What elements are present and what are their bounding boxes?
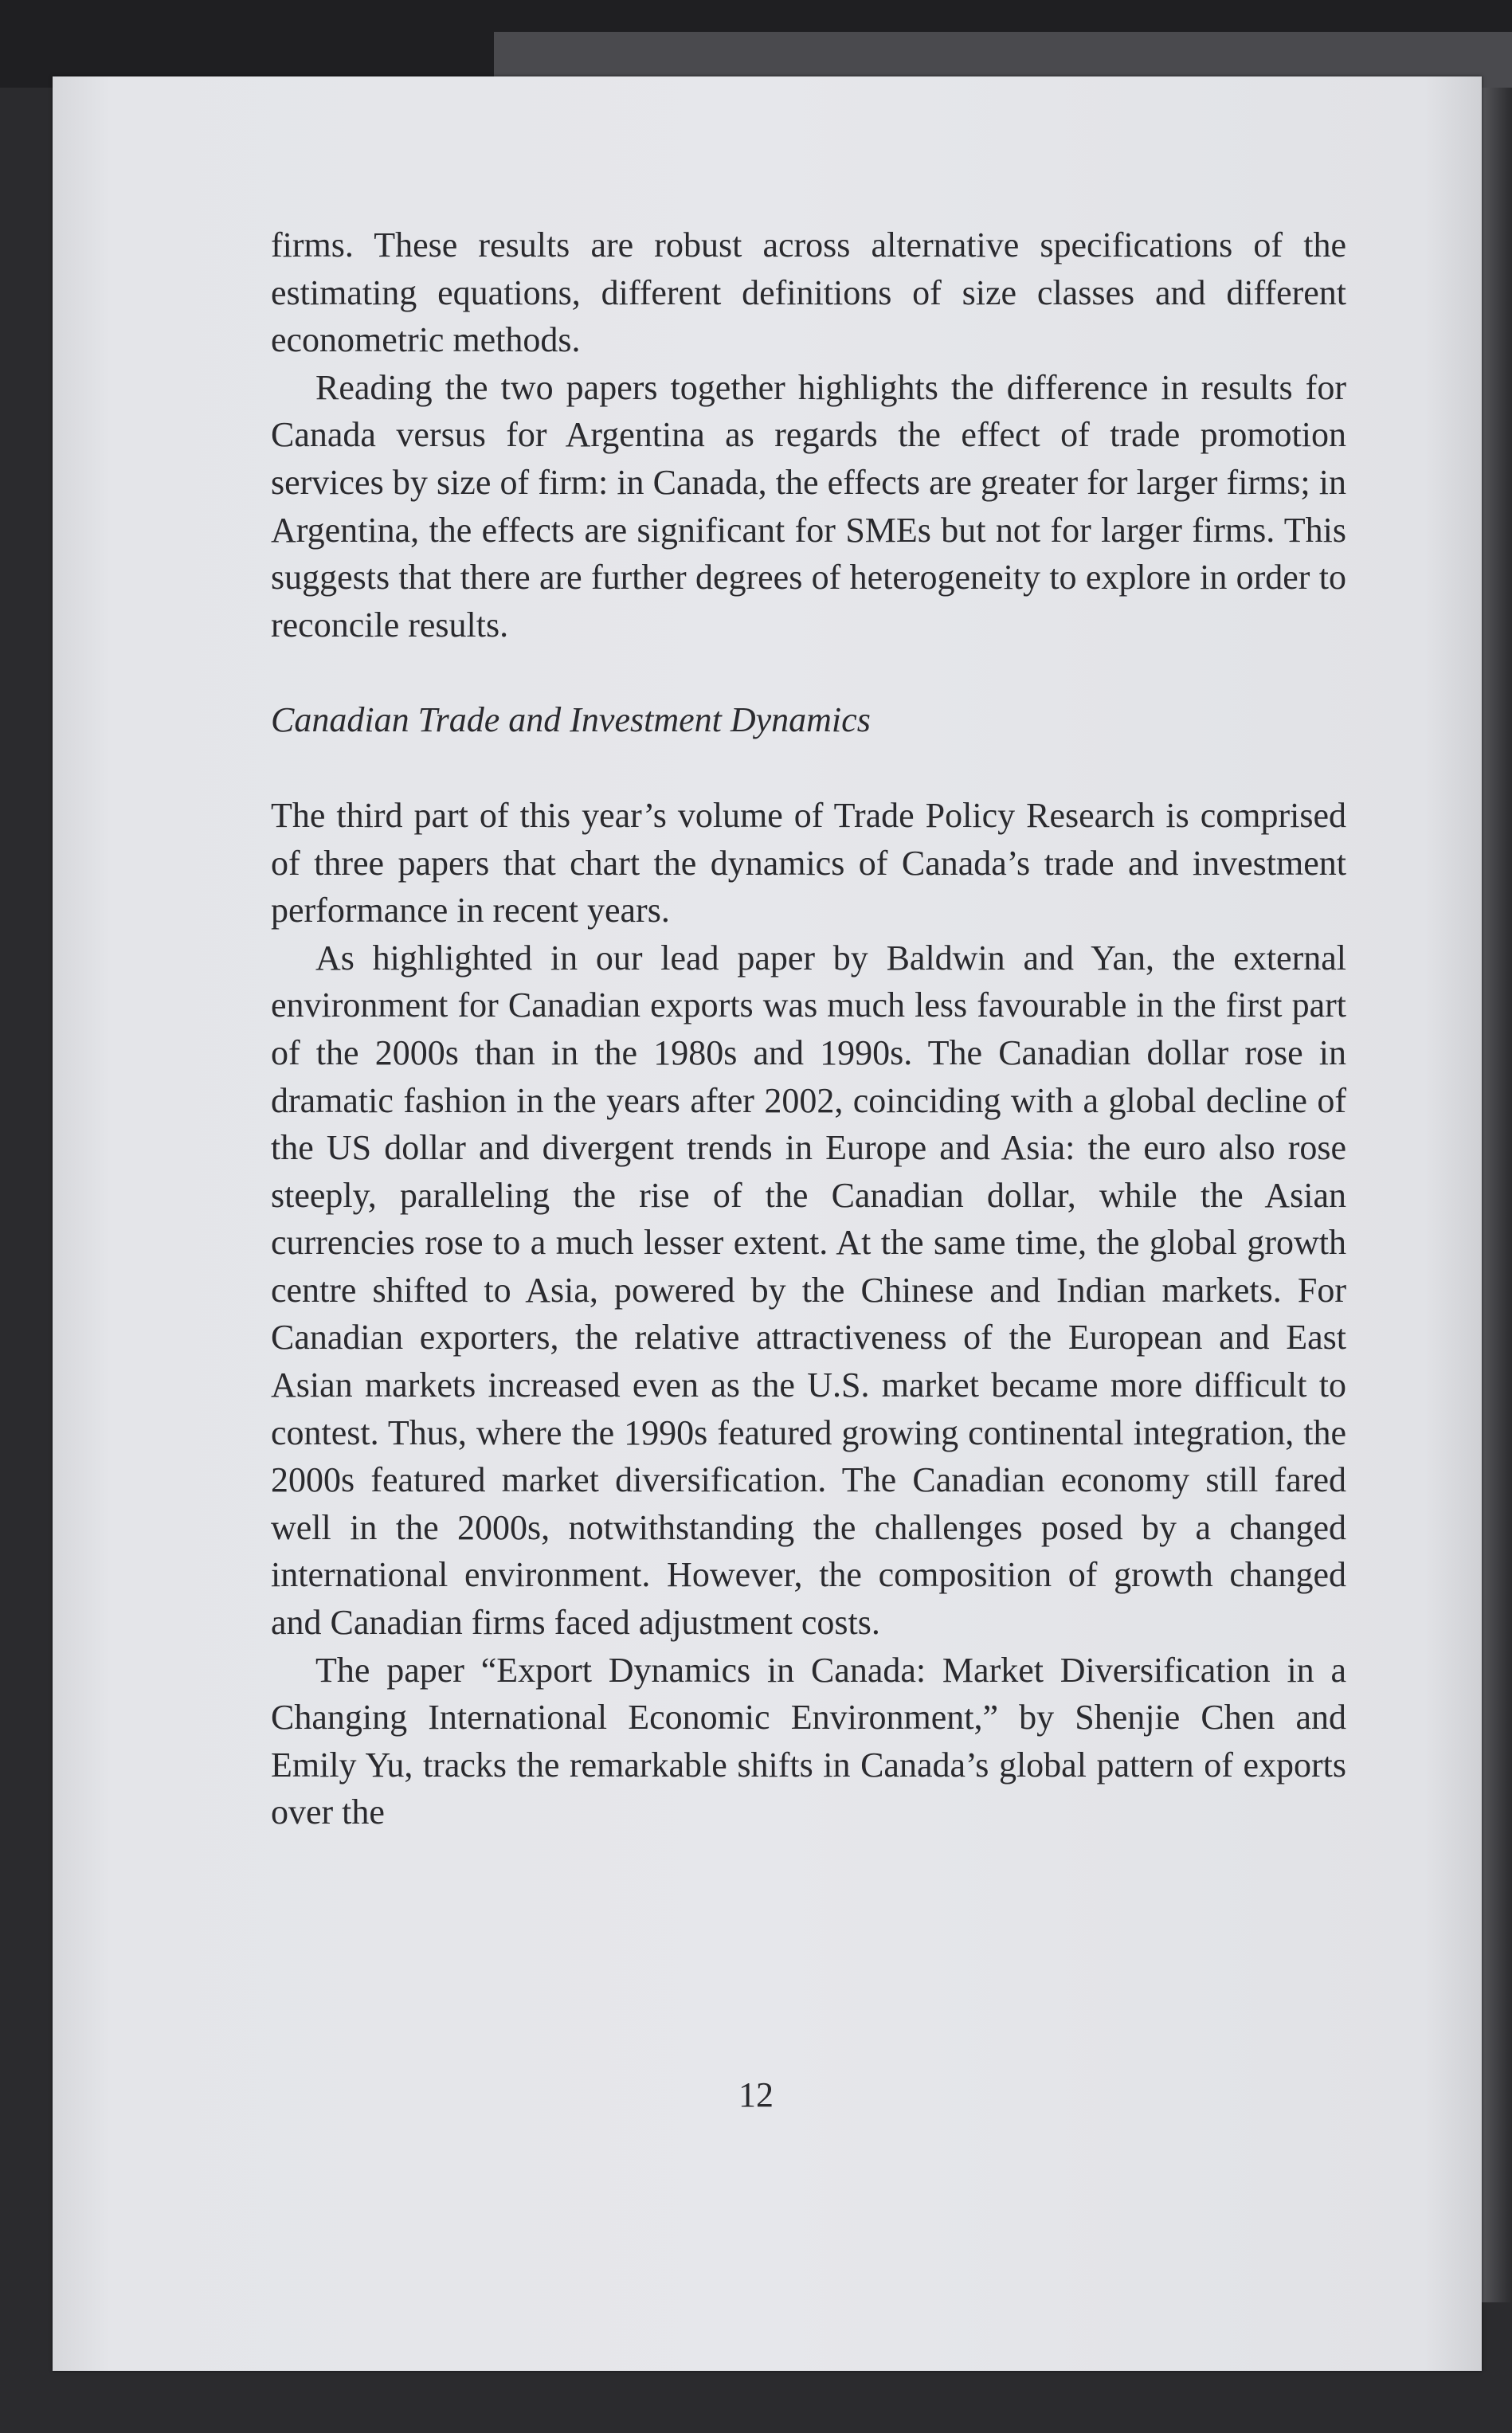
paragraph-2: Reading the two papers together highlights the difference in results for Canada versus for Argentina as regards the effect of trade promotion services by size of firm: in Canada, the effects are greater for larger firms; in Argentina, the effects are significant for SMEs but not for larger firms. This suggests that there are further degrees of heterogeneity to explore in order to reconcile results.: [271, 367, 1346, 644]
page-stack-edge: [1479, 88, 1512, 2302]
section-heading: Canadian Trade and Investment Dynamics: [271, 700, 871, 740]
body-text: [271, 221, 1346, 1836]
paragraph-1: firms. These results are robust across alternative specifications of the estimating equations, different definitions of size classes and different econometric methods.: [271, 225, 1346, 360]
paragraph-3: The third part of this year’s volume of Trade Policy Research is comprised of three papers that chart the dynamics of Canada’s trade and investment performance in recent years.: [271, 795, 1346, 930]
paragraph-4: As highlighted in our lead paper by Baldwin and Yan, the external environment for Canadian exports was much less favourable in the first part of the 2000s than in the 1980s and 1990s. The Canadian dollar rose in dramatic fashion in the years after 2002, coinciding with a global decline of the US dollar and divergent trends in Europe and Asia: the euro also rose steeply, paralleling the rise of the Canadian dollar, while the Asian currencies rose to a much lesser extent. At the same time, the global growth centre shifted to Asia, powered by the Chinese and Indian markets. For Canadian exporters, the relative attractiveness of the European and East Asian markets increased even as the U.S. market became more difficult to contest. Thus, where the 1990s featured growing continental integration, the 2000s featured market diversification. The Canadian economy still fared well in the 2000s, notwithstanding the challenges posed by a changed international environment. However, the composition of growth changed and Canadian firms faced adjustment costs.: [271, 938, 1346, 1643]
paragraph-5: The paper “Export Dynamics in Canada: Market Diversification in a Changing International Economic Environment,” by Shenjie Chen and Emily Yu, tracks the remarkable shifts in Canada’s global pattern of exports over the: [271, 1650, 1346, 1832]
page-number: 12: [738, 2075, 774, 2114]
